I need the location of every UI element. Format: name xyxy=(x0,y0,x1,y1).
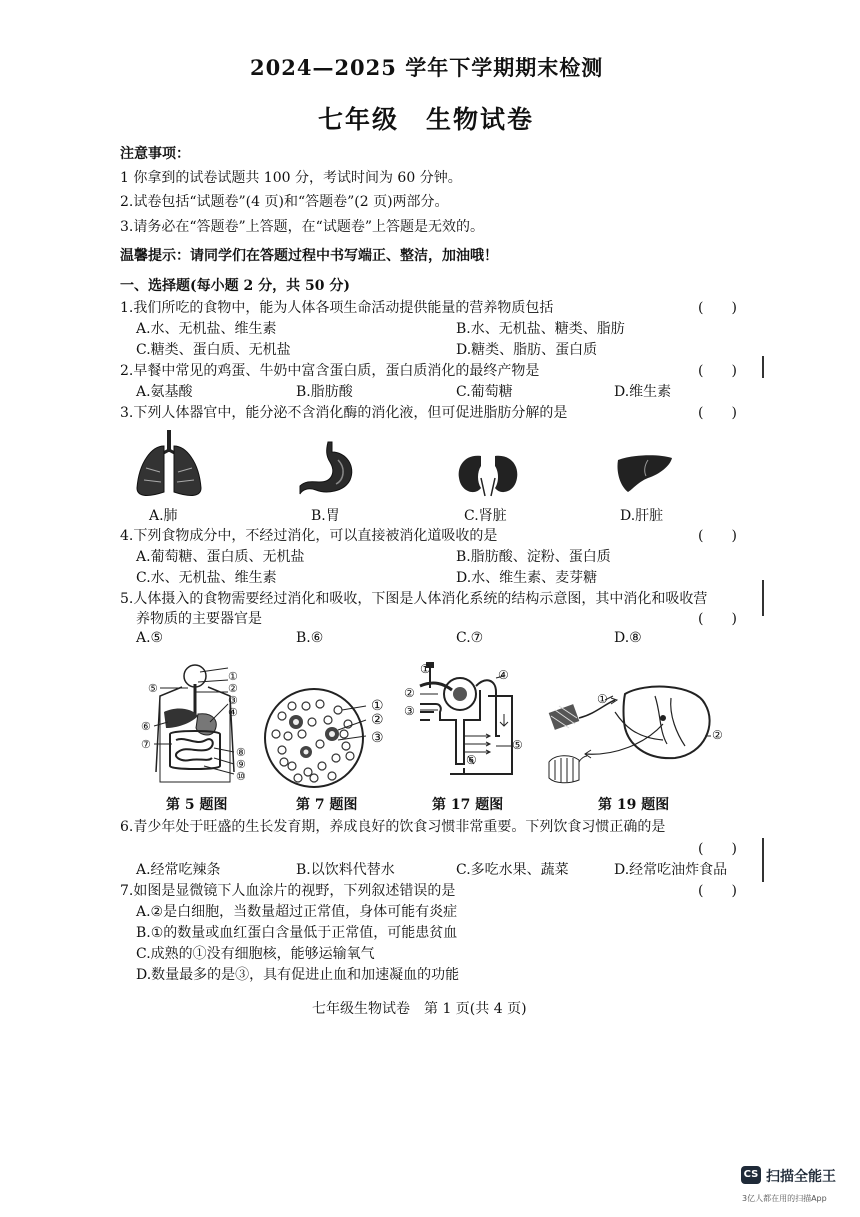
option: A.水、无机盐、维生素 xyxy=(136,321,277,337)
option: C.肾脏 xyxy=(464,508,507,524)
option: D.糖类、脂肪、蛋白质 xyxy=(456,342,598,358)
option: D.维生素 xyxy=(614,384,672,400)
scanner-app-name: 扫描全能王 xyxy=(766,1169,836,1185)
option: C.糖类、蛋白质、无机盐 xyxy=(136,342,291,358)
option: A.⑤ xyxy=(136,630,164,646)
tip-text: 温馨提示：请同学们在答题过程中书写端正、整洁，加油哦！ xyxy=(120,248,498,264)
fig5-label: ⑥ xyxy=(141,720,151,733)
option: C.葡萄糖 xyxy=(456,384,513,400)
answer-paren: ( ) xyxy=(698,611,737,627)
scan-edge-mark xyxy=(762,356,764,378)
fig17-label: ⑥ xyxy=(466,753,477,767)
note-item: 3.请务必在“答题卷”上答题，在“试题卷”上答题是无效的。 xyxy=(120,219,484,235)
figure-caption: 第 5 题图 xyxy=(166,797,228,813)
figure-caption: 第 19 题图 xyxy=(598,797,670,813)
option: C.成熟的①没有细胞核，能够运输氧气 xyxy=(136,946,375,962)
answer-paren: ( ) xyxy=(698,405,737,421)
figure-caption: 第 7 题图 xyxy=(296,797,358,813)
liver-image xyxy=(614,452,674,494)
fig19-label: ② xyxy=(712,728,723,742)
question-stem-continued: 养物质的主要器官是 xyxy=(136,611,262,627)
fig5-label: ④ xyxy=(228,706,238,719)
question-stem: 1.我们所吃的食物中，能为人体各项生命活动提供能量的营养物质包括 xyxy=(120,300,554,316)
exam-title: 2024—2025 学年下学期期末检测 xyxy=(250,55,604,80)
option: B.水、无机盐、糖类、脂肪 xyxy=(456,321,625,337)
question-stem: 7.如图是显微镜下人血涂片的视野，下列叙述错误的是 xyxy=(120,883,456,899)
kidneys-image xyxy=(455,452,521,498)
scanner-logo-icon: CS xyxy=(741,1166,761,1184)
section-heading: 一、选择题(每小题 2 分，共 50 分) xyxy=(120,278,350,294)
option: B.脂肪酸 xyxy=(296,384,353,400)
scan-edge-mark xyxy=(762,838,764,882)
fig5-label: ⑩ xyxy=(236,770,246,783)
question-stem: 2.早餐中常见的鸡蛋、牛奶中富含蛋白质，蛋白质消化的最终产物是 xyxy=(120,363,540,379)
reflex-arc-figure xyxy=(545,684,730,784)
fig5-label: ② xyxy=(228,682,238,695)
fig5-label: ⑤ xyxy=(148,682,158,695)
answer-paren: ( ) xyxy=(698,841,737,857)
option: B.①的数量或血红蛋白含量低于正常值，可能患贫血 xyxy=(136,925,458,941)
option: A.经常吃辣条 xyxy=(136,862,221,878)
fig7-label: ① xyxy=(371,698,384,714)
option: A.氨基酸 xyxy=(136,384,193,400)
fig5-label: ③ xyxy=(228,694,238,707)
option: C.多吃水果、蔬菜 xyxy=(456,862,569,878)
option: B.⑥ xyxy=(296,630,324,646)
scan-edge-mark xyxy=(762,580,764,616)
option: C.水、无机盐、维生素 xyxy=(136,570,277,586)
answer-paren: ( ) xyxy=(698,363,737,379)
question-stem: 3.下列人体器官中，能分泌不含消化酶的消化液，但可促进脂肪分解的是 xyxy=(120,405,568,421)
fig5-label: ⑨ xyxy=(236,758,246,771)
fig17-label: ② xyxy=(404,686,415,700)
fig5-label: ⑧ xyxy=(236,746,246,759)
question-stem: 4.下列食物成分中，不经过消化，可以直接被消化道吸收的是 xyxy=(120,528,498,544)
answer-paren: ( ) xyxy=(698,883,737,899)
option: B.胃 xyxy=(311,508,340,524)
option: D.⑧ xyxy=(614,630,642,646)
fig5-label: ① xyxy=(228,670,238,683)
option: A.葡萄糖、蛋白质、无机盐 xyxy=(136,549,305,565)
stomach-image xyxy=(298,438,358,498)
option: A.②是白细胞，当数量超过正常值，身体可能有炎症 xyxy=(136,904,458,920)
answer-paren: ( ) xyxy=(698,300,737,316)
fig17-label: ③ xyxy=(404,704,415,718)
question-stem: 6.青少年处于旺盛的生长发育期，养成良好的饮食习惯非常重要。下列饮食习惯正确的是 xyxy=(120,819,666,835)
fig17-label: ⑤ xyxy=(512,738,523,752)
question-stem: 5.人体摄入的食物需要经过消化和吸收，下图是人体消化系统的结构示意图，其中消化和吸收营 xyxy=(120,591,708,607)
option: D.水、维生素、麦芽糖 xyxy=(456,570,598,586)
fig7-label: ② xyxy=(371,712,384,728)
blood-smear-figure xyxy=(262,686,370,790)
option: D.肝脏 xyxy=(620,508,664,524)
fig5-label: ⑦ xyxy=(141,738,151,751)
scanner-slogan: 3亿人都在用的扫描App xyxy=(742,1194,827,1203)
option: B.以饮料代替水 xyxy=(296,862,395,878)
note-item: 2.试卷包括“试题卷”(4 页)和“答题卷”(2 页)两部分。 xyxy=(120,194,449,210)
exam-subtitle: 七年级 生物试卷 xyxy=(318,105,535,134)
fig19-label: ① xyxy=(597,692,608,706)
option: C.⑦ xyxy=(456,630,484,646)
option: B.脂肪酸、淀粉、蛋白质 xyxy=(456,549,611,565)
figure-caption: 第 17 题图 xyxy=(432,797,504,813)
fig17-label: ① xyxy=(420,662,431,676)
note-item: 1 你拿到的试卷试题共 100 分，考试时间为 60 分钟。 xyxy=(120,170,462,186)
lungs-image xyxy=(134,428,204,500)
fig7-label: ③ xyxy=(371,730,384,746)
option: D.经常吃油炸食品 xyxy=(614,862,728,878)
option: D.数量最多的是③，具有促进止血和加速凝血的功能 xyxy=(136,967,460,983)
answer-paren: ( ) xyxy=(698,528,737,544)
notes-heading: 注意事项： xyxy=(120,146,190,162)
option: A.肺 xyxy=(149,508,178,524)
page-footer: 七年级生物试卷 第 1 页(共 4 页) xyxy=(312,1001,527,1017)
fig17-label: ④ xyxy=(498,668,509,682)
